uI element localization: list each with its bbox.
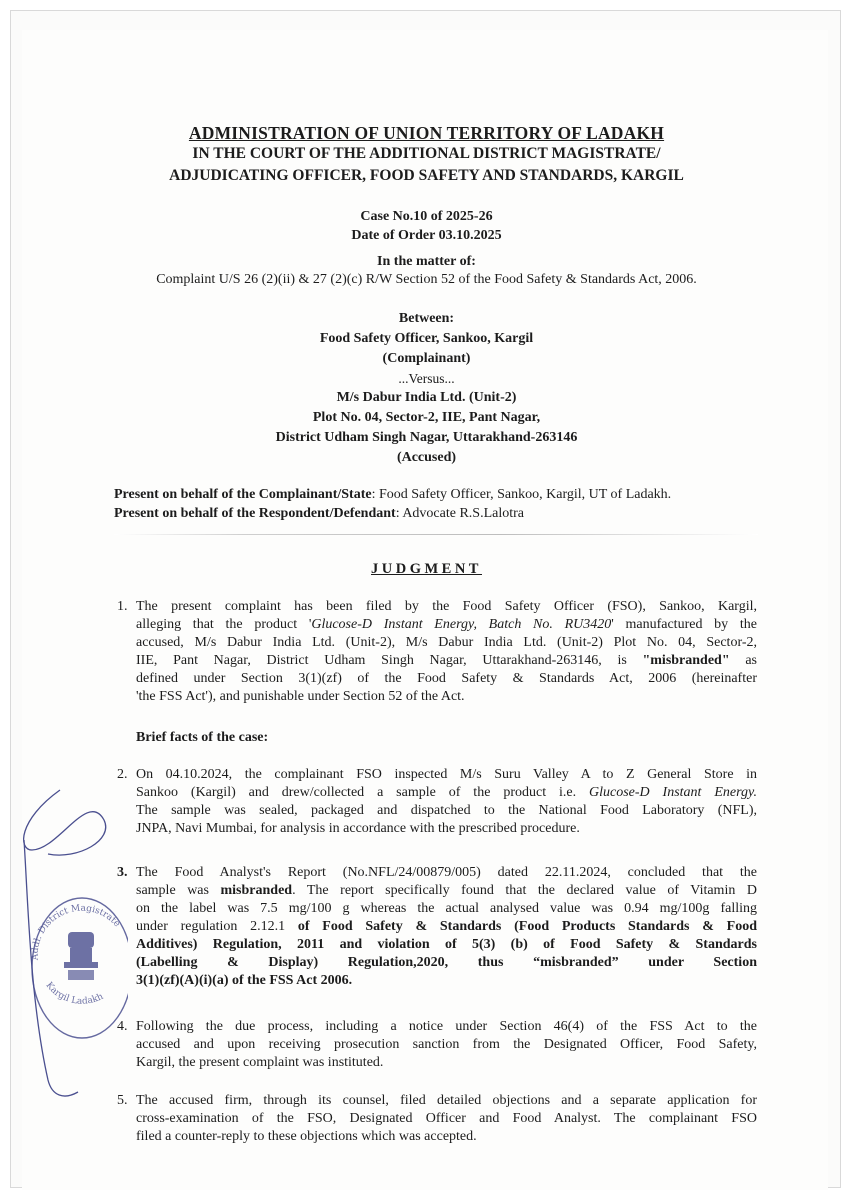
text-run: sample was	[136, 883, 221, 898]
text-line: filed a counter-reply to these objections which was accepted.	[136, 1129, 477, 1144]
case-number: Case No.10 of 2025-26	[360, 209, 493, 224]
present-respondent-label: Present on behalf of the Respondent/Defendant	[114, 506, 396, 521]
accused-line1: M/s Dabur India Ltd. (Unit-2)	[336, 390, 517, 405]
text-line	[136, 616, 757, 634]
text-run: under regulation 2.12.1	[136, 919, 298, 934]
text-line: The Food Analyst's Report (No.NFL/24/00879/005) dated 22.11.2024, concluded that the	[136, 865, 757, 880]
text-line	[136, 652, 757, 670]
text-line: accused and upon receiving prosecution sanction from the Designated Officer, Food Safety,	[136, 1037, 757, 1052]
text-line: accused, M/s Dabur India Ltd. (Unit-2), M/s Dabur India Ltd. (Unit-2) Plot No. 04, Sector-2,	[136, 635, 757, 650]
text-run: ' manufactured by the	[611, 617, 757, 632]
paragraph-text	[136, 864, 757, 990]
paragraph-number: 5.	[117, 1093, 128, 1108]
paragraph-text	[136, 766, 757, 838]
brief-facts-heading: Brief facts of the case:	[136, 730, 269, 745]
product-name: Glucose-D Instant Energy, Batch No. RU3420	[311, 617, 612, 632]
text-run: as	[729, 653, 757, 668]
emphasis: "misbranded"	[642, 653, 730, 668]
text-line: The accused firm, through its counsel, filed detailed objections and a separate application for	[136, 1093, 757, 1108]
paragraph-text	[136, 598, 757, 706]
text-line	[136, 882, 757, 900]
administration-title: ADMINISTRATION OF UNION TERRITORY OF LADAKH	[188, 123, 665, 143]
present-respondent	[114, 506, 524, 522]
text-line: on the label was 7.5 mg/100 g whereas the actual analysed value was 0.94 mg/100g falling	[136, 901, 757, 916]
versus-label: ...Versus...	[398, 371, 455, 386]
present-respondent-value: : Advocate R.S.Lalotra	[395, 506, 525, 521]
complainant-name: Food Safety Officer, Sankoo, Kargil	[319, 331, 534, 346]
text-line: defined under Section 3(1)(zf) of the Food Safety & Standards Act, 2006 (hereinafter	[136, 671, 757, 686]
emphasis: misbranded	[220, 883, 293, 898]
matter-label: In the matter of:	[377, 254, 476, 269]
paragraph-number: 2.	[117, 767, 128, 782]
seal-text-top: Addl. District Magistrate	[30, 903, 122, 961]
product-name: Glucose-D Instant Energy.	[589, 785, 757, 800]
text-line: Additives) Regulation, 2011 and violation of 5(3) (b) of Food Safety & Standards	[136, 937, 757, 952]
complaint-line: Complaint U/S 26 (2)(ii) & 27 (2)(c) R/W Section 52 of the Food Safety & Standards Act, 2006.	[156, 272, 697, 287]
accused-role: (Accused)	[396, 450, 457, 465]
text-line	[136, 918, 757, 936]
between-label: Between:	[398, 311, 455, 326]
seal-text-bottom: Kargil Ladakh	[43, 980, 106, 1007]
text-line: Following the due process, including a notice under Section 46(4) of the FSS Act to the	[136, 1019, 757, 1034]
text-line: The present complaint has been filed by the Food Safety Officer (FSO), Sankoo, Kargil,	[136, 599, 757, 614]
present-complainant-value: : Food Safety Officer, Sankoo, Kargil, UT of Ladakh.	[371, 487, 672, 502]
complainant-role: (Complainant)	[382, 351, 471, 366]
paragraph-number: 1.	[117, 599, 128, 614]
paragraph-number: 3.	[117, 865, 128, 880]
court-title-line2: ADJUDICATING OFFICER, FOOD SAFETY AND STANDARDS, KARGIL	[169, 167, 684, 184]
text-run: Sankoo (Kargil) and drew/collected a sample of the product i.e.	[136, 785, 589, 800]
signature-stroke	[24, 790, 106, 855]
text-line	[136, 784, 757, 802]
present-complainant	[114, 487, 671, 503]
text-line: JNPA, Navi Mumbai, for analysis in accordance with the prescribed procedure.	[136, 821, 580, 836]
court-title-line1: IN THE COURT OF THE ADDITIONAL DISTRICT MAGISTRATE/	[192, 145, 661, 162]
emphasis: of Food Safety & Standards (Food Products Standards & Food	[297, 919, 757, 934]
accused-line3: District Udham Singh Nagar, Uttarakhand-263146	[275, 430, 578, 445]
paragraph-text	[136, 1092, 757, 1146]
emblem-icon	[64, 932, 98, 980]
paragraph-number: 4.	[117, 1019, 128, 1034]
text-run: IIE, Pant Nagar, District Udham Singh Nagar, Uttarakhand-263146, is	[136, 653, 643, 668]
accused-line2: Plot No. 04, Sector-2, IIE, Pant Nagar,	[312, 410, 541, 425]
text-run: alleging that the product '	[136, 617, 312, 632]
divider	[114, 534, 758, 535]
text-line: cross-examination of the FSO, Designated Officer and Food Analyst. The complainant FSO	[136, 1111, 757, 1126]
text-run: . The report specifically found that the declared value of Vitamin D	[292, 883, 757, 898]
paragraph-text	[136, 1018, 757, 1072]
text-line: The sample was sealed, packaged and dispatched to the National Food Laboratory (NFL),	[136, 803, 757, 818]
order-date: Date of Order 03.10.2025	[351, 228, 502, 243]
text-line: (Labelling & Display) Regulation,2020, thus “misbranded” under Section	[136, 955, 757, 970]
present-complainant-label: Present on behalf of the Complainant/State	[114, 487, 372, 502]
text-line: 3(1)(zf)(A)(i)(a) of the FSS Act 2006.	[136, 973, 353, 988]
official-seal	[18, 780, 128, 1110]
text-line: On 04.10.2024, the complainant FSO inspected M/s Suru Valley A to Z General Store in	[136, 767, 757, 782]
judgment-title: JUDGMENT	[371, 561, 482, 577]
text-line: Kargil, the present complaint was instituted.	[136, 1055, 384, 1070]
text-line: 'the FSS Act'), and punishable under Section 52 of the Act.	[136, 689, 465, 704]
